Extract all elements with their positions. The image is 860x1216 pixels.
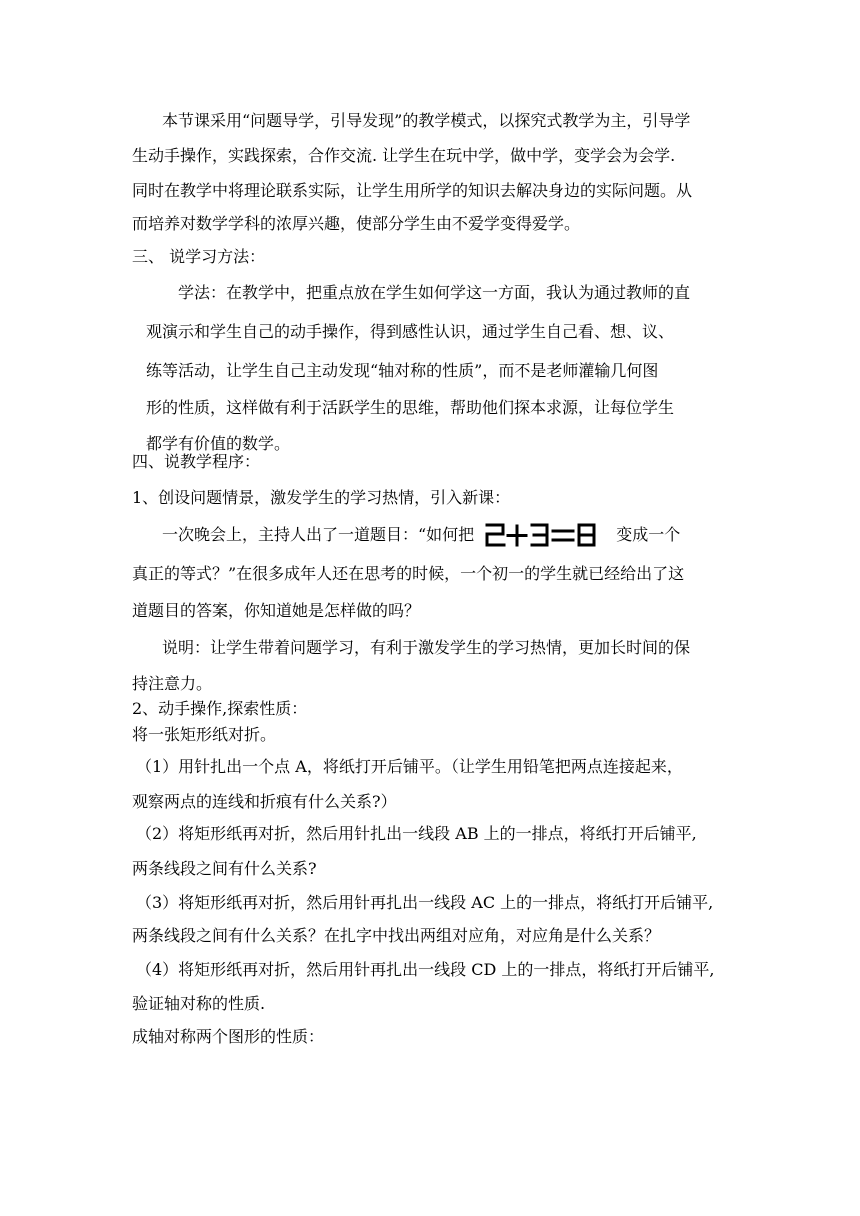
subsection-heading: 1、创设问题情景，激发学生的学习热情，引入新课： <box>132 488 511 507</box>
paragraph-line: 形的性质，这样做有利于活跃学生的思维，帮助他们探本求源，让每位学生 <box>146 398 675 417</box>
paragraph-line: 将一张矩形纸对折。 <box>132 725 277 744</box>
paragraph-line: 真正的等式？”在很多成年人还在思考的时候，一个初一的学生就已经给出了这 <box>132 564 685 583</box>
paragraph-line: 同时在教学中将理论联系实际，让学生用所学的知识去解决身边的实际问题。从 <box>132 181 693 200</box>
list-item-continuation: 两条线段之间有什么关系? <box>132 859 317 878</box>
equation-line <box>162 520 680 550</box>
paragraph-line: 本节课采用“问题导学，引导发现”的教学模式，以探究式教学为主，引导学 <box>162 111 691 130</box>
paragraph-line: 学法：在教学中，把重点放在学生如何学这一方面，我认为通过教师的直 <box>178 283 691 302</box>
list-item: （2）将矩形纸再对折，然后用针扎出一线段 AB 上的一排点，将纸打开后铺平, <box>136 824 697 843</box>
list-item-continuation: 观察两点的连线和折痕有什么关系?） <box>132 792 397 811</box>
section-heading: 四、说教学程序： <box>132 452 261 471</box>
list-item: （1）用针扎出一个点 A，将纸打开后铺平。（让学生用铅笔把两点连接起来， <box>136 757 683 776</box>
list-item: （3）将矩形纸再对折，然后用针再扎出一线段 AC 上的一排点，将纸打开后铺平, <box>136 893 714 912</box>
paragraph-line: 说明：让学生带着问题学习，有利于激发学生的学习热情，更加长时间的保 <box>162 638 691 657</box>
paragraph-line: 道题目的答案，你知道她是怎样做的吗？ <box>132 601 421 620</box>
subsection-heading: 2、动手操作,探索性质： <box>132 699 308 718</box>
list-item-continuation: 验证轴对称的性质. <box>132 994 266 1013</box>
section-heading: 三、 说学习方法： <box>132 247 266 266</box>
list-item: （4）将矩形纸再对折，然后用针再扎出一线段 CD 上的一排点，将纸打开后铺平, <box>136 960 715 979</box>
paragraph-line: 生动手操作，实践探索，合作交流. 让学生在玩中学，做中学，变学会为会学. <box>132 146 676 165</box>
paragraph-line: 练等活动，让学生自己主动发现“轴对称的性质”，而不是老师灌输几何图 <box>146 361 659 380</box>
list-item-continuation: 两条线段之间有什么关系？在扎字中找出两组对应角，对应角是什么关系？ <box>132 926 661 945</box>
paragraph-text: 一次晚会上，主持人出了一道题目：“如何把 <box>162 525 475 544</box>
paragraph-line: 都学有价值的数学。 <box>146 434 291 453</box>
paragraph-line: 成轴对称两个图形的性质： <box>132 1027 325 1046</box>
equation-image <box>484 520 604 550</box>
paragraph-line: 而培养对数学学科的浓厚兴趣，使部分学生由不爱学变得爱学。 <box>132 214 581 233</box>
paragraph-line: 观演示和学生自己的动手操作，得到感性认识，通过学生自己看、想、议、 <box>146 322 675 341</box>
paragraph-text: 变成一个 <box>616 525 681 544</box>
paragraph-line: 持注意力。 <box>132 674 213 693</box>
